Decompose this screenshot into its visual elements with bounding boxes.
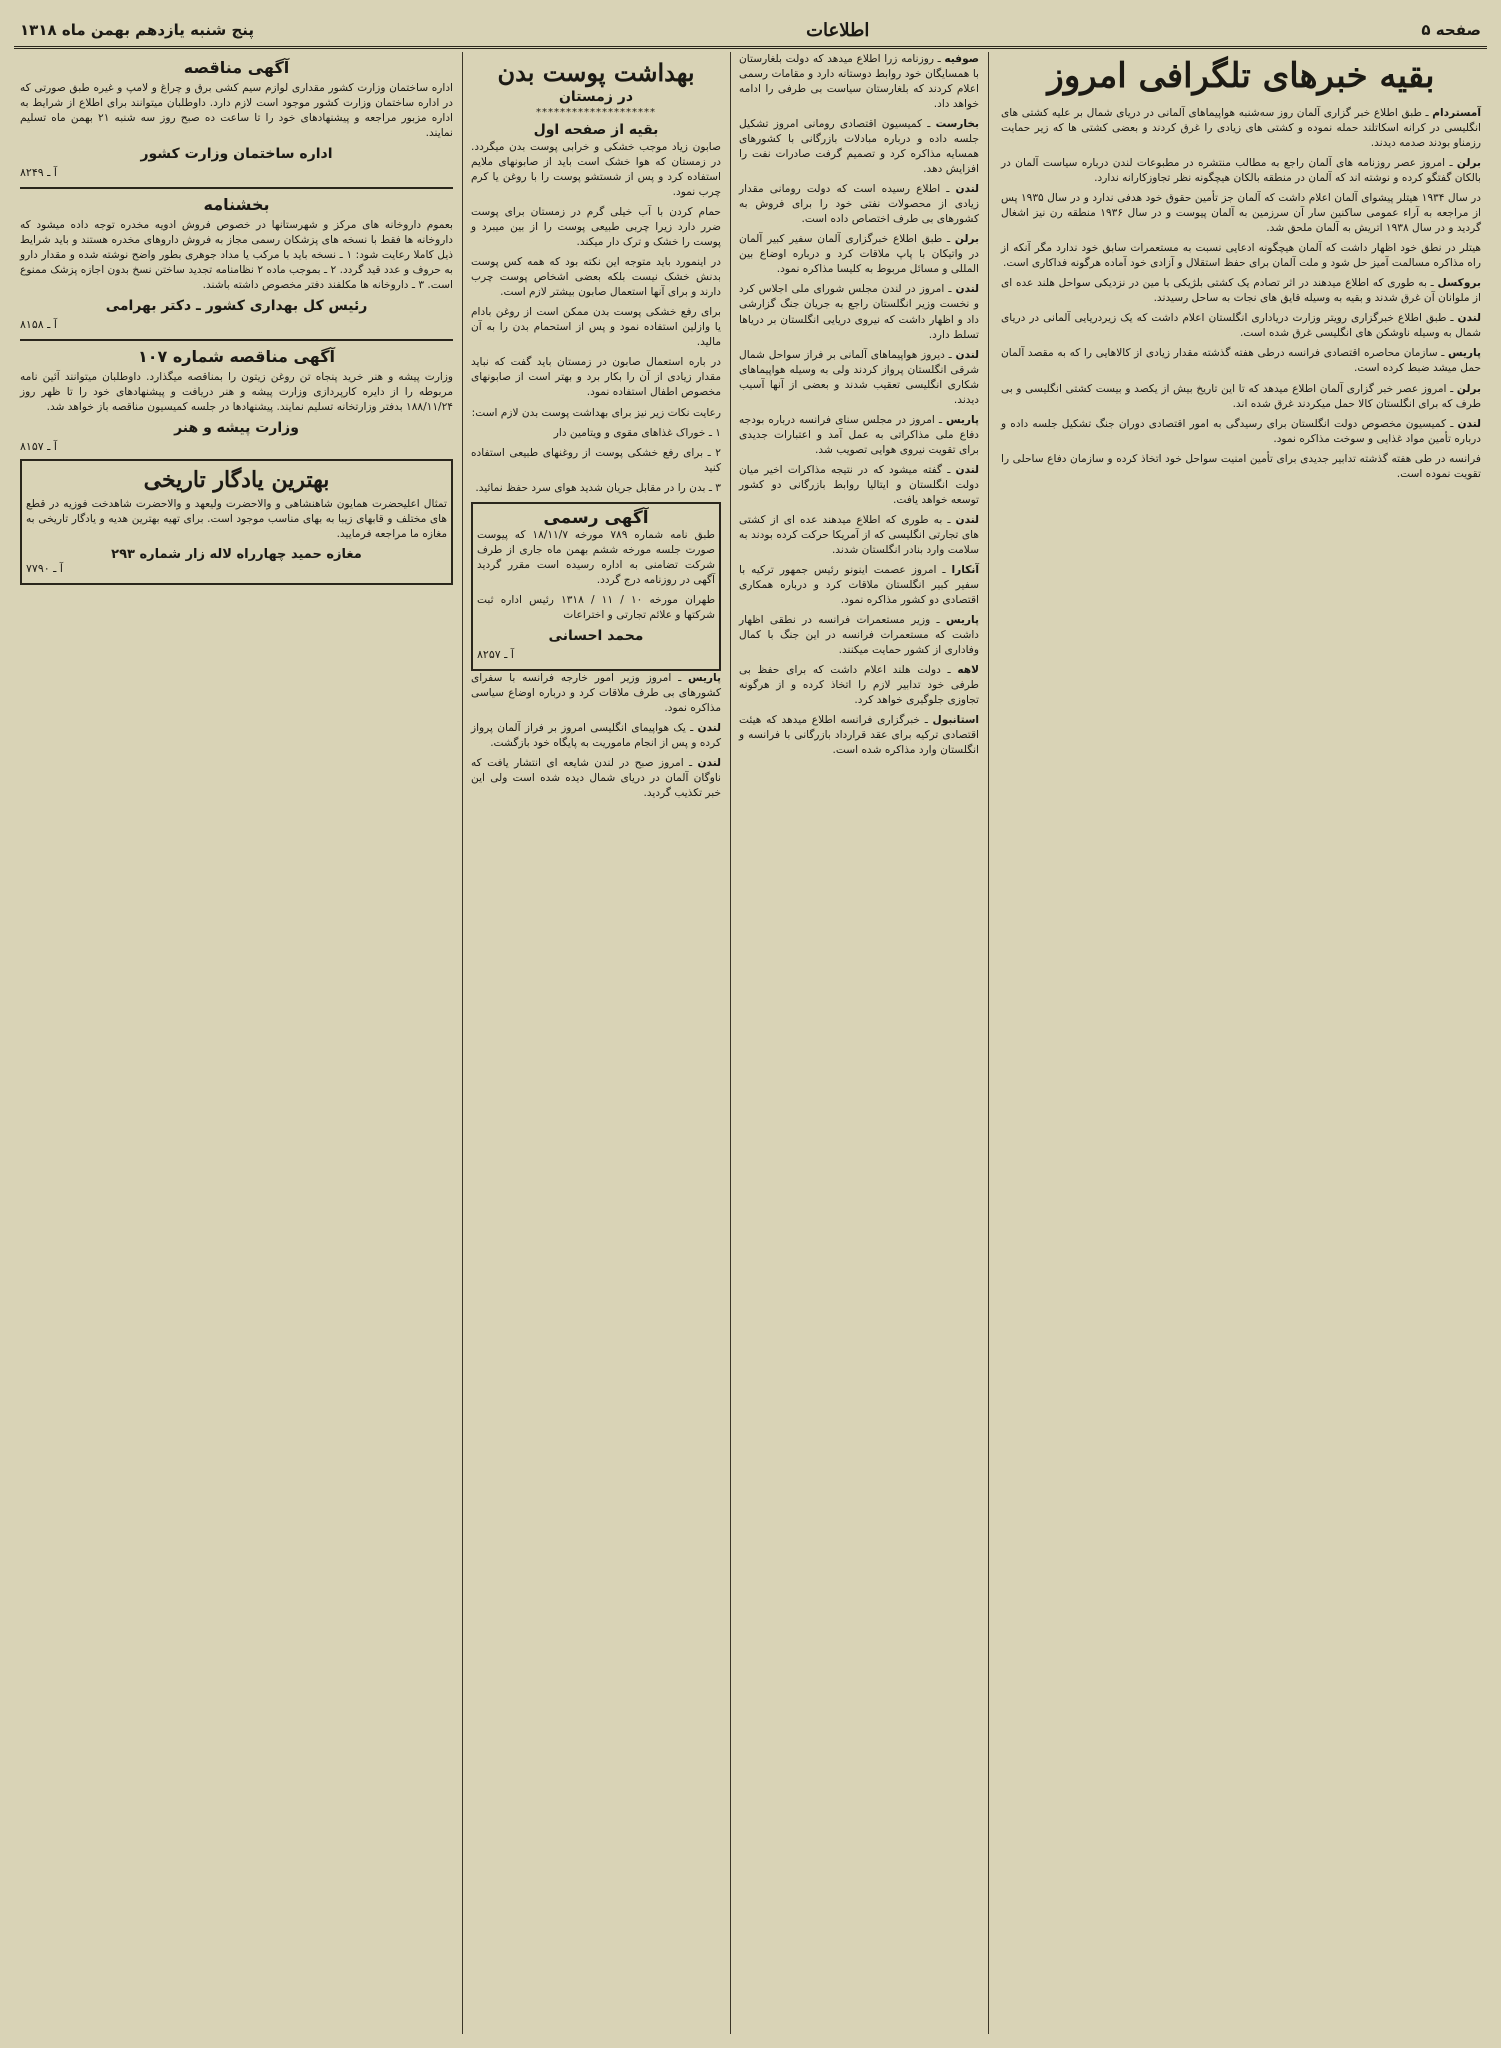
news-paragraph: استانبول ـ خبرگزاری فرانسه اطلاع میدهد که هیئت اقتصادی ترکیه برای عقد قرارداد بازرگانی با فرانسه و انگلستان وارد مذاکره شده است.	[739, 714, 979, 757]
news-paragraph: در سال ۱۹۳۴ هیتلر پیشوای آلمان اعلام داشت که آلمان جز تأمین حقوق خود هدفی ندارد و در سال ۱۹۳۵ پس از مراجعه به آراء عمومی ساکنین سار آن سرزمین به آلمان پیوست و در سال ۱۹۳۶ منطقه رن نیز اشغال گردید و در سال ۱۹۳۸ اتریش به آلمان ملحق شد.	[1001, 192, 1482, 235]
official-notice-text: طبق نامه شماره ۷۸۹ مورخه ۱۸/۱۱/۷ که پیوست صورت جلسه مورخه ششم بهمن ماه جاری از طرف شرکت تضامنی به اداره رسیده است مقرر گردید آگهی در روزنامه درج گردد.	[477, 528, 715, 586]
ad-text: تمثال اعلیحضرت همایون شاهنشاهی و والاحضرت ولیعهد و والاحضرت شاهدخت فوزیه در قطع های مختلف و قابهای زیبا به بهای مناسب موجود است. برای تهیه بهترین هدیه و یادگار تاریخی به مغازه ما مراجعه فرمایید.	[26, 498, 447, 541]
tender2-text: وزارت پیشه و هنر خرید پنجاه تن روغن زیتون را بمناقصه میگذارد. داوطلبان میتوانند آئین نامه مربوطه را از دایره کارپردازی وزارت پیشه و هنر دریافت و پیشنهادهای خود را تا ظهر روز ۱۸۸/۱۱/۲۴ بدفتر وزارتخانه تسلیم نمایند. پیشنهادها در جلسه کمیسیون مناقصه باز خواهد شد.	[20, 371, 453, 414]
ad-address: مغازه حمید چهارراه لاله زار شماره ۲۹۳	[111, 547, 362, 563]
news-paragraph: صوفیه ـ روزنامه زرا اطلاع میدهد که دولت بلغارستان با همسایگان خود روابط دوستانه دارد و مقامات رسمی اعلام کردند که بلغارستان سیاست بی طرفی را ادامه خواهد داد.	[739, 53, 979, 111]
health-title: بهداشت پوست بدن	[497, 58, 695, 87]
official-notice-ref: آ ـ ۸۲۵۷	[477, 647, 514, 661]
tender2-ref: آ ـ ۸۱۵۷	[20, 440, 57, 454]
news-paragraph: حمام کردن با آب خیلی گرم در زمستان برای پوست ضرر دارد زیرا چربی طبیعی پوست را از بین میبرد و پوست را خشک و ترک دار میکند.	[471, 206, 721, 249]
news-paragraph: لندن ـ امروز در لندن مجلس شورای ملی اجلاس کرد و نخست وزیر انگلستان راجع به جریان جنگ گزارشی داد و اظهار داشت که نیروی دریایی انگلستان بر دریاها تسلط دارد.	[739, 283, 979, 341]
column-divider	[730, 52, 731, 2034]
circular-ref: آ ـ ۸۱۵۸	[20, 318, 57, 332]
news-paragraph: بخارست ـ کمیسیون اقتصادی رومانی امروز تشکیل جلسه داده و درباره مبادلات بازرگانی با کشورهای همسایه مذاکره کرد و تصمیم گرفت صادرات نفت را افزایش دهد.	[739, 118, 979, 176]
news-column-2	[733, 52, 985, 2034]
tender2-sig: وزارت پیشه و هنر	[174, 420, 299, 437]
telegraph-column	[995, 52, 1487, 2034]
news-paragraph: برلن ـ طبق اطلاع خبرگزاری آلمان سفیر کبیر آلمان در واتیکان با پاپ ملاقات کرد و درباره اوضاع بین المللی و مسائل مربوط به کلیسا مذاکره نمود.	[739, 233, 979, 276]
column-divider	[462, 52, 463, 2034]
news-paragraph: لندن ـ امروز صبح در لندن شایعه ای انتشار یافت که ناوگان آلمان در دریای شمال دیده شده است ولی این خبر تکذیب گردید.	[471, 757, 721, 800]
news-paragraph: ۳ ـ بدن را در مقابل جریان شدید هوای سرد حفظ نمائید.	[475, 481, 721, 494]
news-paragraph: لندن ـ گفته میشود که در نتیجه مذاکرات اخیر میان دولت انگلستان و ایتالیا روابط بازرگانی دو کشور توسعه خواهد یافت.	[739, 463, 979, 506]
news-body-2	[739, 52, 979, 758]
circular-title: بخشنامه	[203, 195, 270, 215]
news-paragraph: پاریس ـ امروز در مجلس سنای فرانسه درباره بودجه دفاع ملی مذاکراتی به عمل آمد و اعتبارات جدیدی برای تقویت نیروی هوایی تصویب شد.	[739, 413, 979, 456]
news-paragraph: رعایت نکات زیر نیز برای بهداشت پوست بدن لازم است:	[471, 406, 721, 419]
notices-column	[14, 52, 459, 2034]
news-paragraph: بروکسل ـ به طوری که اطلاع میدهند در اثر تصادم یک کشتی بلژیکی با مین در نزدیکی سواحل هلند عده ای از ملوانان آن غرق شدند و بقیه به وسیله قایق های نجات به ساحل رسیدند.	[1001, 277, 1481, 305]
news-paragraph: برلن ـ امروز عصر خبر گزاری آلمان اطلاع میدهد که تا این تاریخ بیش از یکصد و بیست کشتی انگلیسی و بی طرف که برای انگلستان کالا حمل میکردند غرق شده اند.	[1001, 382, 1481, 410]
news-paragraph: لندن ـ یک هواپیمای انگلیسی امروز بر فراز آلمان پرواز کرده و پس از انجام ماموریت به پایگاه خود بازگشت.	[471, 721, 721, 749]
telegraph-headline: بقیه خبرهای تلگرافی امروز	[1047, 56, 1435, 96]
health-continued: بقیه از صفحه اول	[533, 122, 659, 138]
news-paragraph: در اینمورد باید متوجه این نکته بود که همه کس پوست بدنش خشک نیست بلکه بعضی اشخاص پوست چرب دارند و برای آنها استعمال صابون بیشتر لازم است.	[471, 256, 721, 299]
page-number: صفحه ۵	[1421, 21, 1481, 39]
paper-name: اطلاعات	[806, 19, 870, 41]
official-notice-title: آگهی رسمی	[543, 507, 649, 528]
official-notice-name: محمد احسانی	[548, 627, 644, 644]
section-divider	[20, 339, 453, 341]
tender1-sig: اداره ساختمان وزارت کشور	[140, 146, 333, 163]
column-divider	[988, 52, 989, 2034]
news-paragraph: آنکارا ـ امروز عصمت اینونو رئیس جمهور ترکیه با سفیر کبیر انگلستان ملاقات کرد و درباره همکاری اقتصادی دو کشور مذاکره نمود.	[739, 563, 979, 607]
news-paragraph: هیتلر در نطق خود اظهار داشت که آلمان هیچگونه ادعایی نسبت به مستعمرات سابق خود ندارد مگر آنکه از راه مذاکره مسالمت آمیز حل شود و ملت آلمان برای حفظ استقلال و آزادی خود آماده هرگونه فداکاری است.	[1001, 242, 1481, 270]
news-paragraph: لندن ـ دیروز هواپیماهای آلمانی بر فراز سواحل شمال شرقی انگلستان پرواز کردند ولی به وسیله هواپیماهای شکاری انگلیسی تعقیب شدند و بعضی از آنها آسیب دیدند.	[739, 348, 979, 406]
news-paragraph: لندن ـ کمیسیون مخصوص دولت انگلستان برای رسیدگی به امور اقتصادی دوران جنگ تشکیل جلسه داده و درباره تأمین مواد غذایی و سوخت مذاکره نمود.	[1001, 417, 1481, 445]
news-paragraph: ۱ ـ خوراک غذاهای مقوی و ویتامین دار	[553, 426, 721, 439]
news-paragraph: در باره استعمال صابون در زمستان باید گفت که نباید مقدار زیادی از آن را بکار برد و بهتر است از صابونهای مخصوص اطفال استفاده نمود.	[471, 356, 721, 399]
news-paragraph: لندن ـ به طوری که اطلاع میدهند عده ای از کشتی های تجارتی انگلیسی که از آمریکا حرکت کرده بودند به سلامت وارد بنادر انگلستان شدند.	[739, 513, 979, 556]
ad-title: بهترین یادگار تاریخی	[143, 467, 330, 494]
news-paragraph: ۲ ـ برای رفع خشکی پوست از روغنهای طبیعی استفاده کنید	[471, 446, 721, 474]
ad-ref: آ ـ ۷۷۹۰	[26, 562, 63, 576]
tender1-ref: آ ـ ۸۲۴۹	[20, 166, 57, 180]
official-notice-date: طهران مورخه ۱۰ / ۱۱ / ۱۳۱۸ رئیس اداره ثبت شرکتها و علائم تجارتی و اختراعات	[477, 593, 715, 621]
health-subtitle: در زمستان	[558, 89, 633, 105]
health-body	[471, 140, 721, 496]
news-paragraph: پاریس ـ امروز وزیر امور خارجه فرانسه با سفرای کشورهای بی طرف ملاقات کرد و درباره اوضاع سیاسی مذاکره نمود.	[471, 671, 721, 714]
news-paragraph: لندن ـ اطلاع رسیده است که دولت رومانی مقدار زیادی از محصولات نفتی خود را برای فروش به کشورهای بی طرف اختصاص داده است.	[739, 183, 979, 226]
health-stars: ********************	[536, 107, 656, 118]
tender1-title: آگهی مناقصه	[183, 58, 290, 77]
news-paragraph: برای رفع خشکی پوست بدن ممکن است از روغن بادام یا وازلین استفاده نمود و پس از استحمام بدن را به آن مالید.	[471, 306, 721, 349]
news-paragraph: برلن ـ امروز عصر روزنامه های آلمان راجع به مطالب منتشره در مطبوعات لندن درباره سیاست آلمان در بالکان گفتگو کرده و نوشته اند که آلمان در منطقه بالکان هیچگونه نظر تجاوزکارانه ندارد.	[1001, 157, 1481, 185]
tender2-title: آگهی مناقصه شماره ۱۰۷	[137, 347, 336, 367]
news-paragraph: لاهه ـ دولت هلند اعلام داشت که برای حفظ بی طرفی خود تدابیر لازم را اتخاذ کرده و از هرگونه تجاوزی جلوگیری خواهد کرد.	[739, 664, 979, 707]
news-paragraph: لندن ـ طبق اطلاع خبرگزاری رویتر وزارت دریاداری انگلستان اعلام داشت که یک زیردریایی آلمانی در دریای شمال به وسیله ناوشکن های انگلیسی غرق شده است.	[1001, 312, 1481, 340]
news-paragraph: پاریس ـ سازمان محاصره اقتصادی فرانسه درطی هفته گذشته مقدار زیادی از کالاهایی را که به مقصد آلمان حمل میشد ضبط کرده است.	[1001, 347, 1481, 375]
page-header	[14, 14, 1487, 49]
health-column	[465, 52, 727, 2034]
telegraph-body	[1001, 106, 1481, 482]
advertisement-box	[20, 459, 453, 585]
circular-sig: رئیس کل بهداری کشور ـ دکتر بهرامی	[105, 298, 368, 315]
section-divider	[20, 187, 453, 189]
circular-text: بعموم داروخانه های مرکز و شهرستانها در خصوص فروش ادویه مخدره توجه داده میشود که داروخانه ها فقط با نسخه های پزشکان رسمی مجاز به فروش داروهای مخدره هستند و باید شرایط ذیل کاملا رعایت شود: ۱ ـ نسخه باید با مرکب یا مداد جوهری بطور واضح نوشته شده و مقدار دارو به حروف و عدد قید گردد. ۲ ـ بموجب ماده ۲ نظامنامه تجدید ساختن نسخ بدون اجازه پزشک ممنوع است. ۳ ـ داروخانه ها مکلفند دفتر مخصوص داشته باشند.	[20, 219, 454, 292]
official-notice	[471, 502, 721, 671]
news-paragraph: پاریس ـ وزیر مستعمرات فرانسه در نطقی اظهار داشت که مستعمرات فرانسه در این جنگ با کمال وفاداری از کشور حمایت میکنند.	[739, 614, 979, 657]
tender1-text: اداره ساختمان وزارت کشور مقداری لوازم سیم کشی برق و چراغ و لامپ و غیره طبق صورتی که در اداره ساختمان وزارت کشور موجود است لازم دارد. داوطلبان میتوانند برای اطلاع از شرایط به اداره مزبور مراجعه و پیشنهادهای خود را تا ساعت ده صبح روز سه شنبه ۲۱ بهمن ماه تسلیم نمایند.	[20, 82, 453, 140]
issue-date: پنج شنبه یازدهم بهمن ماه ۱۳۱۸	[20, 21, 255, 39]
news-paragraph: صابون زیاد موجب خشکی و خرابی پوست بدن میگردد. در زمستان که هوا خشک است باید از صابونهای ملایم استفاده کرد و پس از شستشو پوست را با روغن یا کرم چرب نمود.	[471, 141, 721, 199]
news-body-3	[471, 671, 721, 801]
news-paragraph: آمستردام ـ طبق اطلاع خبر گزاری آلمان روز سه‌شنبه هواپیماهای آلمانی در دریای شمال بر علیه کشتی های انگلیسی در کرانه اسکاتلند حمله نموده و کشتی های زیادی را غرق کردند و بعضی کشتی ها که زیر حمایت رزمناو بودند صدمه دیدند.	[1001, 107, 1481, 150]
news-paragraph: فرانسه در طی هفته گذشته تدابیر جدیدی برای تأمین امنیت سواحل خود اتخاذ کرده و سازمان دفاع ساحلی را تقویت نموده است.	[1001, 452, 1481, 480]
